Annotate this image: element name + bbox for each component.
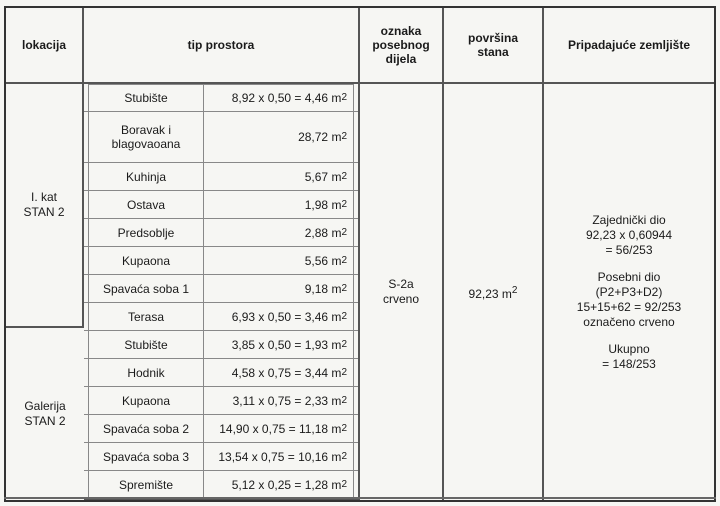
location-galerija-line2: STAN 2 (24, 414, 66, 428)
room-area (204, 112, 354, 162)
room-area (204, 443, 354, 470)
header-povrsina-line1: površina (467, 31, 518, 45)
room-area-unit-exp: 2 (341, 338, 347, 350)
room-row (84, 415, 358, 443)
header-oznaka (360, 8, 444, 84)
header-oznaka-line1: oznaka (380, 24, 422, 38)
room-row (84, 219, 358, 247)
zajednicki-block (544, 213, 714, 258)
header-lokacija: lokacija (6, 8, 84, 84)
povrsina-cell (444, 84, 544, 500)
room-area-unit-exp: 2 (341, 422, 347, 434)
location-kat-line2: STAN 2 (23, 205, 65, 219)
room-row (84, 84, 358, 112)
room-area-value: 5,67 m (304, 169, 342, 184)
apartment-area-table (4, 6, 716, 502)
room-name: Terasa (88, 303, 204, 330)
room-area (204, 303, 354, 330)
room-area-value: 8,92 x 0,50 = 4,46 m (231, 91, 342, 105)
room-area (204, 247, 354, 274)
room-area-unit-exp: 2 (341, 282, 347, 294)
room-row (84, 331, 358, 359)
room-area-value: 9,18 m (304, 281, 342, 296)
ukupno-line1: Ukupno (608, 341, 650, 356)
location-kat (6, 84, 84, 328)
header-zemljiste: Pripadajuće zemljište (544, 8, 714, 84)
room-name: Kupaona (88, 247, 204, 274)
room-row (84, 247, 358, 275)
room-area-value: 4,58 x 0,75 = 3,44 m (231, 365, 342, 380)
room-name: Stubište (88, 84, 204, 112)
room-name: Hodnik (88, 359, 204, 386)
room-area (204, 359, 354, 386)
room-row (84, 163, 358, 191)
room-area-value: 3,85 x 0,50 = 1,93 m (231, 337, 342, 352)
header-povrsina-line2: stana (477, 45, 509, 59)
room-row (84, 359, 358, 387)
header-tip-prostora: tip prostora (84, 8, 360, 84)
room-area (204, 84, 354, 112)
room-name: Stubište (88, 331, 204, 358)
header-row (6, 8, 714, 84)
room-list (84, 84, 358, 498)
room-name: Spavaća soba 1 (88, 275, 204, 302)
room-area-unit-exp: 2 (341, 254, 347, 266)
room-name: Kuhinja (88, 163, 204, 190)
zemljiste-cell (544, 84, 714, 500)
room-area-value: 13,54 x 0,75 = 10,16 m (218, 449, 342, 464)
room-area (204, 387, 354, 414)
room-row (84, 303, 358, 331)
ukupno-line2: = 148/253 (602, 356, 656, 371)
room-area (204, 415, 354, 442)
room-name: Spavaća soba 2 (88, 415, 204, 442)
room-area-value: 14,90 x 0,75 = 11,18 m (219, 421, 342, 436)
room-area-value: 3,11 x 0,75 = 2,33 m (232, 393, 342, 408)
posebni-line4: označeno crveno (583, 314, 675, 329)
ukupno-block (544, 342, 714, 372)
room-area (204, 471, 354, 498)
room-area (204, 331, 354, 358)
room-list-cell (84, 84, 360, 500)
room-area-value: 6,93 x 0,50 = 3,46 m (231, 309, 342, 324)
oznaka-cell (360, 84, 444, 500)
room-area (204, 191, 354, 218)
location-galerija-line1: Galerija (24, 399, 66, 413)
room-area-unit-exp: 2 (341, 226, 347, 238)
room-area-unit-exp: 2 (341, 198, 347, 210)
povrsina-unit-exp: 2 (511, 284, 518, 296)
room-area-unit-exp: 2 (341, 478, 347, 490)
room-area (204, 219, 354, 246)
room-row (84, 275, 358, 303)
header-oznaka-line3: dijela (385, 52, 417, 66)
povrsina-value: 92,23 m (468, 286, 512, 301)
posebni-line3: 15+15+62 = 92/253 (576, 299, 682, 314)
zajednicki-line1: Zajednički dio (592, 212, 666, 227)
room-area-value: 28,72 m (298, 130, 342, 144)
room-area-value: 5,56 m (304, 253, 342, 268)
location-galerija (6, 328, 84, 500)
room-area-unit-exp: 2 (341, 131, 347, 142)
location-kat-line1: I. kat (30, 190, 57, 204)
room-name: Spavaća soba 3 (88, 443, 204, 470)
room-row (84, 191, 358, 219)
oznaka-value-line2: crveno (382, 292, 420, 306)
room-area (204, 275, 354, 302)
room-area-value: 1,98 m (304, 197, 342, 212)
posebni-line2: (P2+P3+D2) (595, 284, 663, 299)
oznaka-value-line1: S-2a (388, 277, 414, 291)
header-oznaka-line2: posebnog (372, 38, 430, 52)
room-area-unit-exp: 2 (341, 366, 347, 378)
posebni-line1: Posebni dio (597, 269, 661, 284)
room-row (84, 387, 358, 415)
room-row (84, 112, 358, 163)
room-name: Ostava (88, 191, 204, 218)
room-area-unit-exp: 2 (341, 310, 347, 322)
body-row-kat (6, 84, 714, 328)
room-area-unit-exp: 2 (341, 92, 347, 103)
zajednicki-line2: 92,23 x 0,60944 (585, 227, 673, 242)
room-area (204, 163, 354, 190)
room-area-unit-exp: 2 (341, 450, 347, 462)
room-name: Predsoblje (88, 219, 204, 246)
zajednicki-line3: = 56/253 (605, 242, 653, 257)
header-povrsina (444, 8, 544, 84)
room-name: Spremište (88, 471, 204, 498)
posebni-block (544, 270, 714, 330)
room-area-value: 5,12 x 0,25 = 1,28 m (231, 477, 342, 492)
room-row (84, 443, 358, 471)
room-area-unit-exp: 2 (341, 170, 347, 182)
room-row (84, 471, 358, 498)
room-name: Kupaona (88, 387, 204, 414)
room-name: Boravak i blagovaoana (88, 112, 204, 162)
room-area-unit-exp: 2 (341, 394, 347, 406)
bottom-rule (4, 497, 716, 499)
room-area-value: 2,88 m (304, 225, 342, 240)
